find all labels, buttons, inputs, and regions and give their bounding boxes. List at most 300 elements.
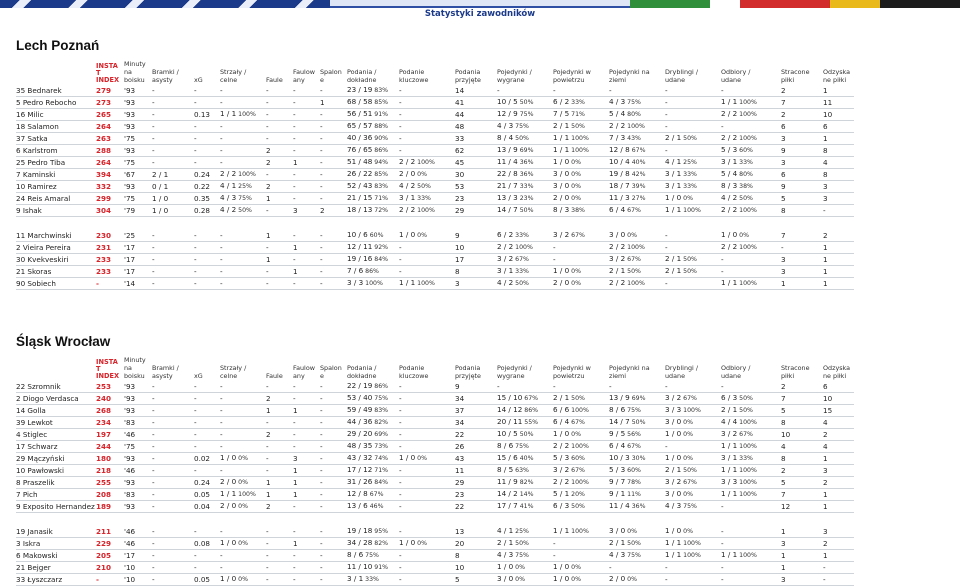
cell-aerial-duels xyxy=(553,205,609,217)
passes-received-value: 22 xyxy=(455,501,465,511)
team-title-home: Lech Poznań xyxy=(16,38,100,53)
cell-dribbles xyxy=(665,242,721,254)
fouled-value: - xyxy=(293,278,296,288)
cell-goals-assists xyxy=(152,254,194,266)
dribbles-value: 3 / 2 xyxy=(665,477,682,486)
player-value: 6 Karlstrom xyxy=(16,145,58,155)
ground-duels-value: 9 / 5 xyxy=(609,429,626,438)
xg-value: 0.02 xyxy=(194,453,211,463)
column-header-recovered-balls: Odzyska ne piłki xyxy=(823,68,851,84)
cell-passes-received xyxy=(455,477,497,489)
fouled-value: 1 xyxy=(293,465,298,475)
cell-minutes xyxy=(124,441,152,453)
tackles-value: 1 / 1 xyxy=(721,465,738,474)
ground-duels-value: 9 / 1 xyxy=(609,489,626,498)
lost-balls-value: 3 xyxy=(781,157,786,167)
fouls-value: 2 xyxy=(266,145,271,155)
cell-insta-index xyxy=(96,109,124,121)
insta-index-value: 210 xyxy=(96,562,112,572)
substitutes-separator xyxy=(16,217,854,231)
cell-shots xyxy=(220,97,266,109)
offsides-value: - xyxy=(320,181,323,191)
cell-passes-received xyxy=(455,205,497,217)
dribbles-value: 1 / 1 xyxy=(665,205,682,214)
recovered-balls-value: 1 xyxy=(823,453,828,463)
ground-duels-value: - xyxy=(609,381,612,391)
cell-lost-balls xyxy=(781,169,823,181)
fouls-value: - xyxy=(266,133,269,143)
cell-player xyxy=(16,465,96,477)
cell-offsides xyxy=(320,417,347,429)
minutes-value: '93 xyxy=(124,477,136,487)
duels-percent: 82% xyxy=(519,479,534,486)
cell-xg xyxy=(194,417,220,429)
cell-ground-duels xyxy=(609,562,665,574)
ground-duels-percent: 78% xyxy=(627,479,641,486)
tackles-percent: 100% xyxy=(739,207,757,214)
minutes-value: '17 xyxy=(124,550,136,560)
passes-percent: 74% xyxy=(374,455,389,462)
cell-player xyxy=(16,550,96,562)
lost-balls-value: - xyxy=(781,242,784,252)
cell-offsides xyxy=(320,254,347,266)
goals-assists-value: - xyxy=(152,242,155,252)
cell-xg xyxy=(194,393,220,405)
ground-duels-value: 5 / 4 xyxy=(609,109,626,118)
cell-insta-index xyxy=(96,85,124,97)
cell-lost-balls xyxy=(781,242,823,254)
dribbles-value: - xyxy=(665,242,668,252)
player-row xyxy=(16,417,854,429)
cell-player xyxy=(16,242,96,254)
passes-percent: 100% xyxy=(365,280,383,287)
cell-fouls xyxy=(266,393,293,405)
ground-duels-value: - xyxy=(609,562,612,572)
cell-minutes xyxy=(124,465,152,477)
fouled-value: 1 xyxy=(293,538,298,548)
player-value: 18 Salamon xyxy=(16,121,59,131)
passes-percent: 67% xyxy=(369,491,384,498)
cell-ground-duels xyxy=(609,441,665,453)
dribbles-value: - xyxy=(665,574,668,584)
cell-player xyxy=(16,489,96,501)
dribbles-percent: 50% xyxy=(683,268,697,275)
ground-duels-percent: 27% xyxy=(631,195,646,202)
xg-value: - xyxy=(194,381,197,391)
cell-recovered-balls xyxy=(823,538,854,550)
lost-balls-value: 9 xyxy=(781,145,786,155)
cell-aerial-duels xyxy=(553,145,609,157)
cell-fouled xyxy=(293,489,320,501)
cell-dribbles xyxy=(665,453,721,465)
duels-percent: 75% xyxy=(519,111,534,118)
lost-balls-value: 2 xyxy=(781,109,786,119)
cell-duels xyxy=(497,181,553,193)
xg-value: - xyxy=(194,133,197,143)
cell-lost-balls xyxy=(781,193,823,205)
duels-value: 12 / 9 xyxy=(497,109,518,118)
duels-percent: 50% xyxy=(515,540,529,547)
cell-shots xyxy=(220,465,266,477)
duels-value: 15 / 10 xyxy=(497,393,523,402)
cell-xg xyxy=(194,441,220,453)
goals-assists-value: - xyxy=(152,157,155,167)
cell-duels xyxy=(497,417,553,429)
offsides-value: - xyxy=(320,538,323,548)
cell-aerial-duels xyxy=(553,133,609,145)
minutes-value: '14 xyxy=(124,278,136,288)
key-passes-value: - xyxy=(399,121,402,131)
ground-duels-value: 2 / 1 xyxy=(609,266,626,275)
cell-recovered-balls xyxy=(823,205,854,217)
cell-ground-duels xyxy=(609,254,665,266)
passes-percent: 83% xyxy=(374,183,389,190)
lost-balls-value: 1 xyxy=(781,278,786,288)
offsides-value: - xyxy=(320,254,323,264)
cell-passes-received xyxy=(455,453,497,465)
cell-passes xyxy=(347,405,399,417)
cell-shots xyxy=(220,429,266,441)
cell-aerial-duels xyxy=(553,169,609,181)
fouled-value: 1 xyxy=(293,489,298,499)
cell-dribbles xyxy=(665,193,721,205)
player-value: 24 Reis Amaral xyxy=(16,193,71,203)
match-banner xyxy=(0,0,960,22)
recovered-balls-value: 8 xyxy=(823,169,828,179)
cell-duels xyxy=(497,193,553,205)
player-value: 8 Praszelik xyxy=(16,477,55,487)
cell-insta-index xyxy=(96,465,124,477)
cell-passes-received xyxy=(455,266,497,278)
aerial-duels-value: 7 / 5 xyxy=(553,109,570,118)
cell-passes-received xyxy=(455,230,497,242)
player-row xyxy=(16,453,854,465)
cell-key-passes xyxy=(399,429,455,441)
duels-percent: 75% xyxy=(515,123,529,130)
separator-cell xyxy=(16,513,854,527)
cell-aerial-duels xyxy=(553,501,609,513)
minutes-value: '67 xyxy=(124,169,136,179)
insta-index-value: 268 xyxy=(96,405,112,415)
player-row xyxy=(16,562,854,574)
cell-lost-balls xyxy=(781,145,823,157)
cell-tackles xyxy=(721,157,781,169)
cell-passes xyxy=(347,193,399,205)
cell-dribbles xyxy=(665,465,721,477)
lost-balls-value: 8 xyxy=(781,417,786,427)
cell-tackles xyxy=(721,97,781,109)
offsides-value: - xyxy=(320,85,323,95)
ground-duels-percent: 30% xyxy=(631,455,646,462)
cell-minutes xyxy=(124,393,152,405)
cell-tackles xyxy=(721,550,781,562)
player-row xyxy=(16,242,854,254)
cell-fouls xyxy=(266,489,293,501)
cell-passes xyxy=(347,538,399,550)
offsides-value: 1 xyxy=(320,97,325,107)
cell-ground-duels xyxy=(609,429,665,441)
cell-shots xyxy=(220,242,266,254)
insta-index-value: 218 xyxy=(96,465,112,475)
insta-index-value: 229 xyxy=(96,538,112,548)
aerial-duels-percent: 100% xyxy=(571,443,589,450)
cell-lost-balls xyxy=(781,501,823,513)
column-header-lost-balls: Stracone piłki xyxy=(781,68,810,84)
cell-fouled xyxy=(293,230,320,242)
aerial-duels-value: - xyxy=(553,85,556,95)
cell-minutes xyxy=(124,85,152,97)
aerial-duels-percent: 0% xyxy=(571,171,581,178)
insta-index-value: 180 xyxy=(96,453,112,463)
aerial-duels-value: 1 / 0 xyxy=(553,157,570,166)
key-passes-percent: 0% xyxy=(417,171,427,178)
fouls-value: 2 xyxy=(266,501,271,511)
passes-value: 8 / 6 xyxy=(347,550,364,559)
banner-stripes-left xyxy=(0,0,330,8)
passes-value: 12 / 11 xyxy=(347,242,373,251)
cell-passes xyxy=(347,169,399,181)
aerial-duels-value: 1 / 1 xyxy=(553,145,570,154)
minutes-value: '93 xyxy=(124,97,136,107)
cell-shots xyxy=(220,85,266,97)
passes-received-value: 10 xyxy=(455,562,465,572)
cell-lost-balls xyxy=(781,266,823,278)
passes-percent: 90% xyxy=(374,135,389,142)
player-value: 21 Bejger xyxy=(16,562,51,572)
fouls-value: - xyxy=(266,453,269,463)
aerial-duels-percent: 100% xyxy=(571,479,589,486)
xg-value: - xyxy=(194,550,197,560)
cell-xg xyxy=(194,429,220,441)
cell-passes-received xyxy=(455,181,497,193)
cell-ground-duels xyxy=(609,501,665,513)
cell-passes-received xyxy=(455,169,497,181)
goals-assists-value: - xyxy=(152,429,155,439)
duels-value: 11 / 9 xyxy=(497,477,518,486)
insta-index-value: 231 xyxy=(96,242,112,252)
cell-shots xyxy=(220,157,266,169)
column-header-player xyxy=(16,60,96,85)
tackles-percent: 100% xyxy=(739,491,757,498)
ground-duels-percent: 75% xyxy=(627,407,641,414)
duels-percent: 33% xyxy=(515,232,529,239)
cell-ground-duels xyxy=(609,157,665,169)
dribbles-value: 3 / 3 xyxy=(665,405,682,414)
duels-value: 11 / 4 xyxy=(497,157,518,166)
cell-key-passes xyxy=(399,266,455,278)
key-passes-value: - xyxy=(399,85,402,95)
cell-shots xyxy=(220,501,266,513)
duels-percent: 36% xyxy=(519,159,534,166)
cell-xg xyxy=(194,169,220,181)
cell-ground-duels xyxy=(609,465,665,477)
lost-balls-value: 3 xyxy=(781,133,786,143)
tackles-value: 3 / 2 xyxy=(721,429,738,438)
passes-value: 44 / 36 xyxy=(347,417,373,426)
cell-lost-balls xyxy=(781,538,823,550)
passes-value: 52 / 43 xyxy=(347,181,373,190)
header-row xyxy=(16,356,854,381)
ground-duels-value: 10 / 3 xyxy=(609,453,630,462)
fouls-value: 2 xyxy=(266,393,271,403)
cell-tackles xyxy=(721,381,781,393)
cell-key-passes xyxy=(399,381,455,393)
insta-index-value: 332 xyxy=(96,181,112,191)
cell-xg xyxy=(194,574,220,586)
cell-offsides xyxy=(320,477,347,489)
passes-value: 34 / 28 xyxy=(347,538,373,547)
cell-offsides xyxy=(320,489,347,501)
fouls-value: - xyxy=(266,381,269,391)
fouls-value: - xyxy=(266,465,269,475)
cell-tackles xyxy=(721,429,781,441)
ground-duels-percent: 75% xyxy=(627,99,641,106)
cell-passes-received xyxy=(455,242,497,254)
minutes-value: '17 xyxy=(124,242,136,252)
cell-fouls xyxy=(266,381,293,393)
shots-value: - xyxy=(220,266,223,276)
team-title-away: Śląsk Wrocław xyxy=(16,334,111,349)
cell-passes-received xyxy=(455,417,497,429)
cell-duels xyxy=(497,121,553,133)
passes-received-value: 53 xyxy=(455,181,465,191)
cell-aerial-duels xyxy=(553,453,609,465)
passes-received-value: 10 xyxy=(455,242,465,252)
passes-received-value: 3 xyxy=(455,278,460,288)
passes-value: 40 / 36 xyxy=(347,133,373,142)
tackles-percent: 100% xyxy=(739,111,757,118)
cell-fouled xyxy=(293,97,320,109)
insta-index-value: 205 xyxy=(96,550,112,560)
insta-index-value: 189 xyxy=(96,501,112,511)
cell-fouls xyxy=(266,242,293,254)
cell-passes-received xyxy=(455,157,497,169)
passes-received-value: 13 xyxy=(455,526,465,536)
recovered-balls-value: 2 xyxy=(823,538,828,548)
offsides-value: - xyxy=(320,278,323,288)
offsides-value: - xyxy=(320,133,323,143)
passes-received-value: 5 xyxy=(455,574,460,584)
lost-balls-value: 5 xyxy=(781,405,786,415)
cell-fouls xyxy=(266,109,293,121)
passes-value: 11 / 10 xyxy=(347,562,373,571)
passes-percent: 84% xyxy=(374,256,389,263)
offsides-value: - xyxy=(320,489,323,499)
dribbles-percent: 100% xyxy=(683,407,701,414)
passes-value: 59 / 49 xyxy=(347,405,373,414)
cell-aerial-duels xyxy=(553,550,609,562)
tackles-value: 1 / 1 xyxy=(721,441,738,450)
xg-value: - xyxy=(194,266,197,276)
aerial-duels-percent: 50% xyxy=(571,395,585,402)
minutes-value: '93 xyxy=(124,381,136,391)
ground-duels-value: 3 / 0 xyxy=(609,230,626,239)
cell-dribbles xyxy=(665,417,721,429)
cell-dribbles xyxy=(665,266,721,278)
cell-tackles xyxy=(721,266,781,278)
cell-insta-index xyxy=(96,562,124,574)
xg-value: - xyxy=(194,230,197,240)
aerial-duels-percent: 38% xyxy=(571,207,585,214)
aerial-duels-value: 2 / 1 xyxy=(553,393,570,402)
passes-value: 31 / 26 xyxy=(347,477,373,486)
shots-value: - xyxy=(220,405,223,415)
ground-duels-percent: 100% xyxy=(627,280,645,287)
cell-fouled xyxy=(293,526,320,538)
passes-value: 53 / 40 xyxy=(347,393,373,402)
fouls-value: - xyxy=(266,169,269,179)
cell-recovered-balls xyxy=(823,133,854,145)
cell-xg xyxy=(194,405,220,417)
key-passes-value: - xyxy=(399,417,402,427)
minutes-value: '93 xyxy=(124,501,136,511)
cell-player xyxy=(16,230,96,242)
duels-percent: 33% xyxy=(515,268,529,275)
cell-ground-duels xyxy=(609,550,665,562)
cell-fouls xyxy=(266,254,293,266)
cell-passes xyxy=(347,254,399,266)
cell-ground-duels xyxy=(609,242,665,254)
offsides-value: - xyxy=(320,574,323,584)
duels-percent: 33% xyxy=(519,183,534,190)
ground-duels-percent: 67% xyxy=(627,207,641,214)
passes-percent: 92% xyxy=(374,244,389,251)
tackles-value: 4 / 2 xyxy=(721,193,738,202)
cell-xg xyxy=(194,381,220,393)
cell-passes-received xyxy=(455,97,497,109)
passes-received-value: 8 xyxy=(455,266,460,276)
cell-dribbles xyxy=(665,181,721,193)
player-value: 39 Lewkot xyxy=(16,417,53,427)
banner-flags-right xyxy=(630,0,960,8)
cell-tackles xyxy=(721,133,781,145)
player-value: 2 Diogo Verdasca xyxy=(16,393,79,403)
key-passes-value: - xyxy=(399,97,402,107)
cell-dribbles xyxy=(665,501,721,513)
player-row xyxy=(16,550,854,562)
xg-value: - xyxy=(194,417,197,427)
passes-percent: 86% xyxy=(374,383,389,390)
cell-fouls xyxy=(266,465,293,477)
cell-shots xyxy=(220,145,266,157)
column-header-aerial-duels: Pojedynki w powietrzu xyxy=(553,68,591,84)
offsides-value: - xyxy=(320,193,323,203)
column-header-minutes: Minuty na boisku xyxy=(124,60,146,84)
dribbles-percent: 67% xyxy=(683,395,697,402)
cell-offsides xyxy=(320,429,347,441)
dribbles-value: 4 / 3 xyxy=(665,501,682,510)
cell-shots xyxy=(220,230,266,242)
fouled-value: - xyxy=(293,230,296,240)
insta-index-value: 299 xyxy=(96,193,112,203)
cell-goals-assists xyxy=(152,109,194,121)
cell-recovered-balls xyxy=(823,254,854,266)
player-value: 10 Ramirez xyxy=(16,181,57,191)
lost-balls-value: 3 xyxy=(781,266,786,276)
cell-tackles xyxy=(721,489,781,501)
cell-offsides xyxy=(320,193,347,205)
cell-tackles xyxy=(721,278,781,290)
column-header-xg: xG xyxy=(194,372,203,380)
goals-assists-value: - xyxy=(152,538,155,548)
tackles-value: 2 / 1 xyxy=(721,405,738,414)
shots-percent: 100% xyxy=(238,171,256,178)
duels-value: 2 / 1 xyxy=(497,538,514,547)
cell-shots xyxy=(220,477,266,489)
recovered-balls-value: 11 xyxy=(823,97,833,107)
duels-percent: 67% xyxy=(515,256,529,263)
cell-fouled xyxy=(293,538,320,550)
